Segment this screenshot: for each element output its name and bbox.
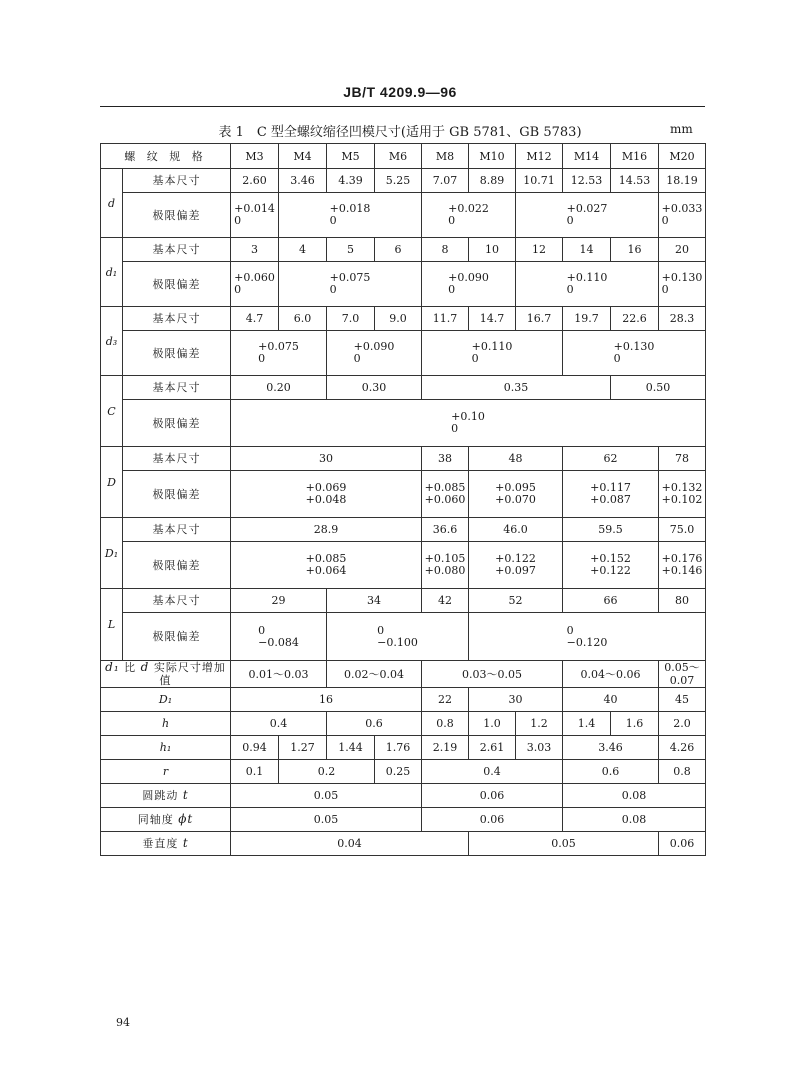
tolerance-cell [659,471,706,518]
tolerance-label: 极限偏差 [123,542,231,589]
table-row [101,760,706,784]
tolerance-cell [231,193,279,238]
tol-lower: 0 [451,422,459,435]
tol-upper: +0.10 [451,410,485,423]
tolerance-label: 极限偏差 [123,331,231,376]
tol-lower: +0.146 [661,564,703,577]
table-row [101,238,706,262]
table-cell: 12 [516,238,563,262]
tolerance-label: 极限偏差 [123,193,231,238]
table-row [101,376,706,400]
tolerance-cell [659,193,706,238]
tol-lower: −0.084 [258,635,299,649]
table-cell: 3.03 [516,736,563,760]
size-header: M16 [611,144,659,169]
table-cell: 34 [327,589,422,613]
tol-upper: +0.075 [329,271,371,284]
table-cell: 16 [231,688,422,712]
size-header: M4 [279,144,327,169]
tolerance-label: 极限偏差 [123,262,231,307]
table-cell: 4.39 [327,169,375,193]
table-cell: 29 [231,589,327,613]
tolerance-cell [422,471,469,518]
table-cell: 1.27 [279,736,327,760]
table-cell: 14 [563,238,611,262]
table-cell: 0.50 [611,376,706,400]
table-cell: 0.05 [231,808,422,832]
table-cell: 0.05 [231,784,422,808]
tolerance-label: 极限偏差 [123,471,231,518]
tol-lower: 0 [448,283,456,296]
table-cell: 45 [659,688,706,712]
table-cell: 19.7 [563,307,611,331]
tol-lower: 0 [234,214,242,227]
table-cell: 78 [659,447,706,471]
tol-upper: +0.095 [495,481,536,494]
table-cell: 0.05～0.07 [659,661,706,688]
tolerance-cell [279,193,422,238]
tol-lower: 0 [661,283,669,296]
tolerance-label: 极限偏差 [123,613,231,661]
table-title: 表 1 C 型全螺纹缩径凹模尺寸(适用于 GB 5781、GB 5783) [218,125,582,140]
table-cell: 9.0 [375,307,422,331]
tolerance-cell [422,193,516,238]
table-row [101,518,706,542]
table-row [101,400,706,447]
table-cell: 75.0 [659,518,706,542]
param-symbol-d3: d₃ [101,307,123,376]
tol-lower: 0 [566,283,574,296]
table-cell: 1.44 [327,736,375,760]
tolerance-cell [231,613,327,661]
label-part: t [182,836,189,850]
table-cell: 0.2 [279,760,375,784]
row-label-d1-increase [101,661,231,688]
param-symbol-l: L [101,589,123,661]
label-part: 圆跳动 [142,789,183,802]
basic-size-label: 基本尺寸 [123,376,231,400]
tol-lower: +0.102 [661,493,703,506]
table-cell: 4.26 [659,736,706,760]
table-cell: 30 [469,688,563,712]
table-row [101,307,706,331]
tolerance-cell [279,262,422,307]
tolerance-cell [469,542,563,589]
tol-upper: 0 [258,623,266,637]
label-part: 垂直度 [142,837,183,850]
tol-upper: +0.085 [305,552,347,565]
tolerance-cell [659,542,706,589]
tol-upper: +0.176 [661,552,703,565]
table-cell: 22 [422,688,469,712]
tol-upper: +0.110 [566,271,608,284]
table-cell: 36.6 [422,518,469,542]
table-row [101,447,706,471]
tol-lower: −0.120 [566,635,608,649]
tolerance-cell [231,400,706,447]
table-cell: 16.7 [516,307,563,331]
table-cell: 5 [327,238,375,262]
tol-lower: +0.087 [590,493,631,506]
table-cell: 14.7 [469,307,516,331]
table-cell: 6.0 [279,307,327,331]
table-cell: 0.20 [231,376,327,400]
table-cell: 4 [279,238,327,262]
size-header: M20 [659,144,706,169]
label-part: d [140,660,150,674]
basic-size-label: 基本尺寸 [123,518,231,542]
table-cell: 66 [563,589,659,613]
table-cell: 0.04～0.06 [563,661,659,688]
size-header: M3 [231,144,279,169]
tolerance-cell [563,471,659,518]
tolerance-cell [659,262,706,307]
table-cell: 8.89 [469,169,516,193]
tol-upper: +0.060 [234,271,275,284]
tolerance-cell [327,613,469,661]
label-part: t [182,788,189,802]
table-cell: 0.8 [422,712,469,736]
size-header: M10 [469,144,516,169]
table-cell: 52 [469,589,563,613]
table-cell: 3.46 [563,736,659,760]
row-label-r: r [101,760,231,784]
tol-upper: +0.090 [448,271,489,284]
table-cell: 5.25 [375,169,422,193]
table-row [101,542,706,589]
tol-upper: +0.122 [495,552,536,565]
table-cell: 0.4 [231,712,327,736]
table-cell: 80 [659,589,706,613]
row-label-h1: h₁ [101,736,231,760]
table-cell: 22.6 [611,307,659,331]
param-symbol-c: C [101,376,123,447]
table-cell: 11.7 [422,307,469,331]
tol-lower: 0 [329,214,337,227]
tol-upper: +0.132 [661,481,703,494]
param-symbol-d: d [101,169,123,238]
basic-size-label: 基本尺寸 [123,307,231,331]
table-cell: 46.0 [469,518,563,542]
table-row [101,688,706,712]
table-cell: 59.5 [563,518,659,542]
row-label-perpendicularity [101,832,231,856]
table-row [101,784,706,808]
table-cell: 1.4 [563,712,611,736]
tolerance-cell [422,262,516,307]
tol-upper: +0.014 [234,202,275,215]
table-cell: 28.3 [659,307,706,331]
tol-lower: 0 [353,352,361,365]
tolerance-cell [469,613,706,661]
table-row [101,589,706,613]
tol-upper: +0.152 [590,552,631,565]
tolerance-cell [422,331,563,376]
param-symbol-d1: d₁ [101,238,123,307]
tol-upper: +0.022 [448,202,489,215]
table-row [101,331,706,376]
tolerance-cell [231,471,422,518]
row-label-runout [101,784,231,808]
spec-label: 螺 纹 规 格 [101,144,231,169]
tol-upper: +0.018 [329,202,371,215]
size-header: M5 [327,144,375,169]
table-unit: mm [670,122,693,136]
tol-lower: +0.122 [590,564,631,577]
table-cell: 4.7 [231,307,279,331]
size-header: M14 [563,144,611,169]
table-cell: 0.6 [563,760,659,784]
basic-size-label: 基本尺寸 [123,169,231,193]
table-row [101,661,706,688]
table-header-row [101,144,706,169]
tol-lower: 0 [613,352,621,365]
table-cell: 2.60 [231,169,279,193]
tol-lower: +0.097 [495,564,536,577]
table-cell: 42 [422,589,469,613]
table-row [101,808,706,832]
table-cell: 0.08 [563,784,706,808]
table-cell: 1.2 [516,712,563,736]
param-symbol-d1-outer: D₁ [101,518,123,589]
die-dimension-table [100,143,706,856]
table-cell: 0.4 [422,760,563,784]
table-cell: 38 [422,447,469,471]
row-label-h: h [101,712,231,736]
table-cell: 7.07 [422,169,469,193]
tol-lower: 0 [234,283,242,296]
tol-upper: +0.027 [566,202,608,215]
label-part: 比 [119,661,141,674]
tol-lower: +0.060 [424,493,466,506]
table-cell: 16 [611,238,659,262]
tol-upper: +0.110 [471,340,513,353]
table-cell: 2.19 [422,736,469,760]
tol-lower: 0 [471,352,479,365]
table-cell: 0.06 [422,808,563,832]
label-part: 实际尺寸增加值 [149,661,226,687]
table-cell: 1.0 [469,712,516,736]
tol-upper: +0.130 [613,340,655,353]
table-row [101,262,706,307]
table-cell: 18.19 [659,169,706,193]
tol-lower: +0.070 [495,493,536,506]
tol-upper: +0.085 [424,481,466,494]
table-cell: 0.06 [422,784,563,808]
table-cell: 28.9 [231,518,422,542]
table-row [101,736,706,760]
table-cell: 8 [422,238,469,262]
size-header: M6 [375,144,422,169]
tolerance-cell [231,542,422,589]
table-cell: 6 [375,238,422,262]
tolerance-cell [231,331,327,376]
table-cell: 0.06 [659,832,706,856]
table-cell: 0.1 [231,760,279,784]
tolerance-cell [469,471,563,518]
table-cell: 0.35 [422,376,611,400]
table-cell: 14.53 [611,169,659,193]
tol-lower: 0 [329,283,337,296]
table-cell: 2.61 [469,736,516,760]
tol-lower: −0.100 [377,635,418,649]
tol-lower: +0.080 [424,564,466,577]
table-cell: 0.25 [375,760,422,784]
table-cell: 1.76 [375,736,422,760]
param-symbol-d-outer: D [101,447,123,518]
tol-lower: +0.048 [305,493,347,506]
page-number: 94 [116,1016,130,1029]
table-cell: 62 [563,447,659,471]
tolerance-cell [563,331,706,376]
document-code: JB/T 4209.9—96 [343,84,457,100]
table-cell: 2.0 [659,712,706,736]
tolerance-label: 极限偏差 [123,400,231,447]
table-cell: 0.6 [327,712,422,736]
tol-upper: +0.105 [424,552,466,565]
tol-upper: +0.033 [661,202,703,215]
label-part: d₁ [105,660,120,674]
tolerance-cell [327,331,422,376]
tolerance-cell [516,262,659,307]
table-cell: 0.30 [327,376,422,400]
tol-lower: +0.064 [305,564,347,577]
tolerance-cell [231,262,279,307]
label-part: ϕt [178,812,194,826]
table-cell: 0.01～0.03 [231,661,327,688]
table-cell: 30 [231,447,422,471]
tol-lower: 0 [258,352,266,365]
table-cell: 10 [469,238,516,262]
tol-lower: 0 [448,214,456,227]
table-row [101,832,706,856]
table-row [101,169,706,193]
basic-size-label: 基本尺寸 [123,447,231,471]
header-rule [100,106,705,107]
table-cell: 48 [469,447,563,471]
label-part: 同轴度 [137,813,179,826]
size-header: M12 [516,144,563,169]
table-cell: 0.8 [659,760,706,784]
table-cell: 7.0 [327,307,375,331]
table-cell: 1.6 [611,712,659,736]
table-cell: 20 [659,238,706,262]
table-row [101,613,706,661]
table-cell: 3.46 [279,169,327,193]
basic-size-label: 基本尺寸 [123,589,231,613]
tol-lower: 0 [661,214,669,227]
tolerance-cell [516,193,659,238]
table-cell: 0.02～0.04 [327,661,422,688]
table-row [101,193,706,238]
table-cell: 0.04 [231,832,469,856]
table-cell: 0.94 [231,736,279,760]
table-row [101,471,706,518]
tol-upper: +0.090 [353,340,395,353]
tol-upper: 0 [566,623,574,637]
table-cell: 40 [563,688,659,712]
table-cell: 0.03～0.05 [422,661,563,688]
tolerance-cell [563,542,659,589]
size-header: M8 [422,144,469,169]
table-cell: 12.53 [563,169,611,193]
tol-upper: +0.069 [305,481,347,494]
row-label-coaxiality [101,808,231,832]
tol-upper: +0.117 [590,481,631,494]
table-cell: 0.08 [563,808,706,832]
row-label-d1-outer: D₁ [101,688,231,712]
basic-size-label: 基本尺寸 [123,238,231,262]
tolerance-cell [422,542,469,589]
table-cell: 0.05 [469,832,659,856]
tol-upper: +0.130 [661,271,703,284]
table-cell: 3 [231,238,279,262]
table-cell: 10.71 [516,169,563,193]
tol-lower: 0 [566,214,574,227]
tol-upper: +0.075 [258,340,299,353]
tol-upper: 0 [377,623,385,637]
table-row [101,712,706,736]
